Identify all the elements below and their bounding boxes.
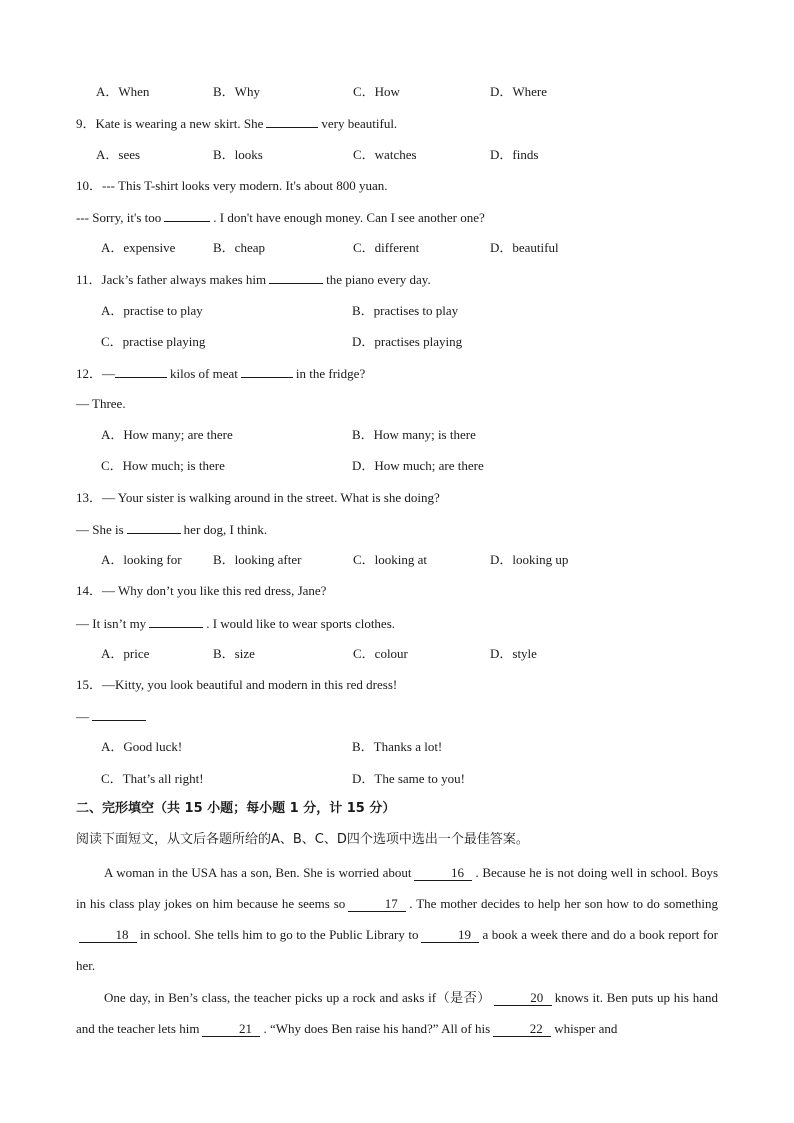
passage-text: One day, in Ben’s class, the teacher picks up a rock and asks if（是否）	[104, 990, 491, 1005]
passage-text: . Because he is not doing well in school. Boys in his class play jokes on him because he seems so	[76, 865, 719, 911]
passage-text: A woman in the USA has a son, Ben. She is worried about	[104, 865, 412, 880]
q12-option-c[interactable]: C．How much; is there	[101, 458, 225, 473]
q13-option-b[interactable]: B．looking after	[213, 552, 302, 567]
q12-stem-pre: 12．—	[76, 366, 116, 381]
q10-stem-line1: 10．--- This T-shirt looks very modern. It's about 800 yuan.	[76, 178, 388, 193]
q10-stem-pre: --- Sorry, it's too	[76, 210, 162, 225]
q9-option-c[interactable]: C．watches	[353, 147, 417, 162]
q8-option-d[interactable]: D．Where	[490, 84, 548, 99]
q12-stem-mid: kilos of meat	[170, 366, 238, 381]
passage-text: . The mother decides to help her son how to do something	[409, 896, 718, 911]
section-2-instruction: 阅读下面短文，从文后各题所给的A、B、C、D四个选项中选出一个最佳答案。	[76, 832, 529, 847]
cloze-blank-21[interactable]: 21	[202, 1022, 260, 1037]
q10-option-a[interactable]: A．expensive	[101, 240, 176, 255]
cloze-blank-22[interactable]: 22	[493, 1022, 551, 1037]
cloze-blank-17[interactable]: 17	[348, 897, 406, 912]
q9-option-d[interactable]: D．finds	[490, 147, 539, 162]
passage-paragraph-2	[76, 982, 718, 1044]
q10-stem-line2	[76, 209, 485, 226]
cloze-blank-19[interactable]: 19	[421, 928, 479, 943]
q13-option-c[interactable]: C．looking at	[353, 552, 428, 567]
q12-stem	[76, 365, 365, 382]
q8-option-c[interactable]: C．How	[353, 84, 400, 99]
q13-blank	[127, 521, 181, 534]
q13-option-d[interactable]: D．looking up	[490, 552, 569, 567]
q9-stem	[76, 115, 397, 132]
section-2-title: 二、完形填空（共 15 小题；每小题 1 分，计 15 分）	[76, 801, 396, 816]
q11-option-a[interactable]: A．practise to play	[101, 303, 203, 318]
q11-stem	[76, 271, 431, 288]
q15-stem-dash: —	[76, 709, 89, 724]
q14-stem-line1: 14．— Why don’t you like this red dress, Jane?	[76, 583, 327, 598]
q9-option-b[interactable]: B．looks	[213, 147, 263, 162]
passage-text: in school. She tells him to go to the Public Library to	[140, 927, 419, 942]
q11-option-b[interactable]: B．practises to play	[352, 303, 459, 318]
q9-stem-pre: 9．Kate is wearing a new skirt. She	[76, 116, 264, 131]
passage-text: knows it. Ben puts up his hand and the teacher lets him	[76, 990, 718, 1036]
q8-option-a[interactable]: A．When	[96, 84, 150, 99]
q12-option-b[interactable]: B．How many; is there	[352, 427, 476, 442]
q15-option-b[interactable]: B．Thanks a lot!	[352, 739, 443, 754]
q10-blank	[164, 209, 210, 222]
cloze-blank-20[interactable]: 20	[494, 991, 552, 1006]
q11-option-d[interactable]: D．practises playing	[352, 334, 463, 349]
q14-option-a[interactable]: A．price	[101, 646, 150, 661]
q15-option-d[interactable]: D．The same to you!	[352, 771, 466, 786]
q10-option-c[interactable]: C．different	[353, 240, 420, 255]
q15-stem-line2	[76, 708, 149, 725]
q11-stem-pre: 11．Jack’s father always makes him	[76, 272, 267, 287]
q14-option-d[interactable]: D．style	[490, 646, 537, 661]
q11-stem-post: the piano every day.	[326, 272, 431, 287]
q12-stem-post: in the fridge?	[295, 366, 366, 381]
q14-stem-pre: — It isn’t my	[76, 616, 147, 631]
q13-stem-line1: 13．— Your sister is walking around in the street. What is she doing?	[76, 490, 440, 505]
q14-stem-post: . I would like to wear sports clothes.	[206, 616, 396, 631]
q10-option-d[interactable]: D．beautiful	[490, 240, 559, 255]
q8-option-b[interactable]: B．Why	[213, 84, 260, 99]
q9-stem-post: very beautiful.	[321, 116, 398, 131]
q13-option-a[interactable]: A．looking for	[101, 552, 182, 567]
q11-option-c[interactable]: C．practise playing	[101, 334, 206, 349]
q13-stem-post: her dog, I think.	[183, 522, 268, 537]
q15-stem-line1: 15．—Kitty, you look beautiful and modern in this red dress!	[76, 677, 398, 692]
cloze-blank-16[interactable]: 16	[414, 866, 472, 881]
cloze-blank-18[interactable]: 18	[79, 928, 137, 943]
passage-paragraph-1	[76, 857, 718, 981]
q10-stem-post: . I don't have enough money. Can I see another one?	[213, 210, 485, 225]
q12-answer: — Three.	[76, 396, 126, 411]
q12-option-d[interactable]: D．How much; are there	[352, 458, 484, 473]
q12-blank-1	[115, 365, 167, 378]
q13-stem-line2	[76, 521, 267, 538]
passage-text: whisper and	[554, 1021, 618, 1036]
q9-blank	[266, 115, 318, 128]
q14-option-c[interactable]: C．colour	[353, 646, 408, 661]
q14-stem-line2	[76, 615, 395, 632]
q10-option-b[interactable]: B．cheap	[213, 240, 265, 255]
q11-blank	[269, 271, 323, 284]
passage-text: . “Why does Ben raise his hand?” All of his	[263, 1021, 491, 1036]
q15-option-a[interactable]: A．Good luck!	[101, 739, 183, 754]
q9-option-a[interactable]: A．sees	[96, 147, 141, 162]
q12-blank-2	[241, 365, 293, 378]
passage-text: a book a week there and do a book report for her.	[76, 927, 718, 973]
q15-blank	[92, 708, 146, 721]
q13-stem-pre: — She is	[76, 522, 124, 537]
q12-option-a[interactable]: A．How many; are there	[101, 427, 233, 442]
q14-blank	[149, 615, 203, 628]
q15-option-c[interactable]: C．That’s all right!	[101, 771, 204, 786]
q14-option-b[interactable]: B．size	[213, 646, 255, 661]
